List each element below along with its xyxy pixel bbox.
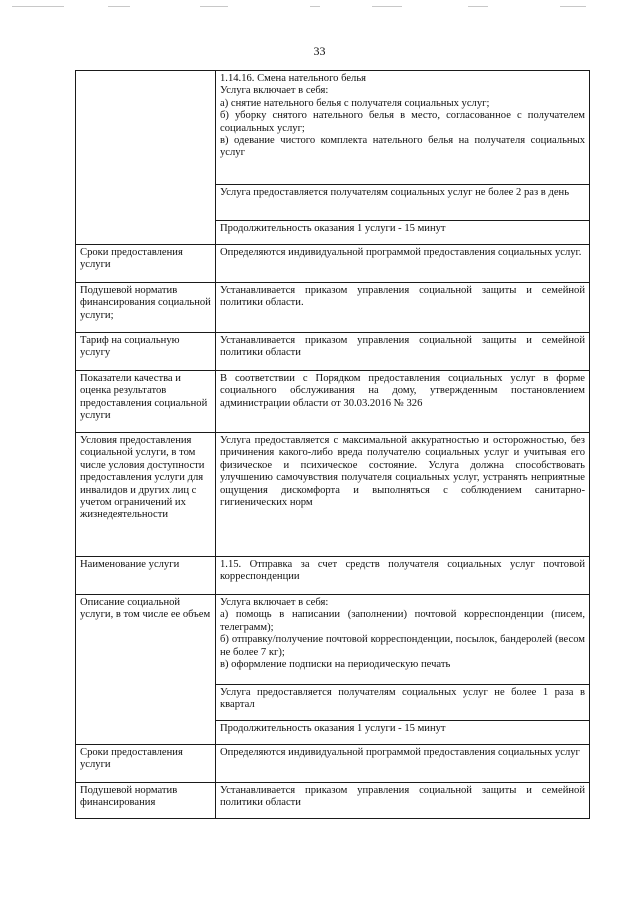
description-line: в) оформление подписки на периодическую печать [220, 659, 451, 671]
row-value: Определяются индивидуальной программой предоставления социальных услуг [216, 745, 590, 783]
row-label: Сроки предоставления услуги [76, 245, 216, 283]
row-value: Устанавливается приказом управления социальной защиты и семейной политики области [216, 783, 590, 819]
row-value: Определяются индивидуальной программой предоставления социальных услуг. [216, 245, 590, 283]
service-description-cell [216, 595, 590, 685]
table-row [76, 433, 590, 557]
row-label [76, 71, 216, 245]
scan-edge-marks [0, 6, 639, 10]
service-table [75, 70, 590, 819]
frequency-cell: Услуга предоставляется получателям социальных услуг не более 2 раз в день [216, 185, 590, 221]
row-value: Устанавливается приказом управления социальной защиты и семейной политики области [216, 333, 590, 371]
description-line: в) одевание чистого комплекта нательного белья на получателя социальных услуг [220, 135, 585, 159]
duration-cell: Продолжительность оказания 1 услуги - 15 минут [216, 721, 590, 745]
table-row [76, 595, 590, 685]
row-label: Подушевой норматив финансирования социальной услуги; [76, 283, 216, 333]
row-label: Показатели качества и оценка результатов предоставления социальной услуги [76, 371, 216, 433]
description-line: б) отправку/получение почтовой корреспонденции, посылок, бандеролей (весом не более 7 кг); [220, 634, 585, 658]
row-label: Тариф на социальную услугу [76, 333, 216, 371]
table-row [76, 783, 590, 819]
table-row [76, 333, 590, 371]
row-label: Подушевой норматив финансирования [76, 783, 216, 819]
table-row [76, 557, 590, 595]
service-description-cell [216, 71, 590, 185]
description-line: Услуга включает в себя: [220, 85, 329, 97]
service-title: 1.14.16. Смена нательного белья [220, 73, 367, 84]
row-label: Описание социальной услуги, в том числе ее объем [76, 595, 216, 745]
row-value: Устанавливается приказом управления социальной защиты и семейной политики области. [216, 283, 590, 333]
table-row [76, 283, 590, 333]
row-value: В соответствии с Порядком предоставления социальных услуг в форме социального обслуживания на дому, утвержденным постановлением администрации области от 30.03.2016 № 326 [216, 371, 590, 433]
description-line: а) помощь в написании (заполнении) почтовой корреспонденции (писем, телеграмм); [220, 609, 585, 633]
table-row [76, 745, 590, 783]
row-value: 1.15. Отправка за счет средств получателя социальных услуг почтовой корреспонденции [216, 557, 590, 595]
row-value: Услуга предоставляется с максимальной аккуратностью и осторожностью, без причинения какого-либо вреда получателю социальных услуг и учитывая его физическое и психическое состояние. Услуга должна способствовать улучшению самочувствия получателя социальных услуг, устранять неприятные ощущения дискомфорта и выполняться с соблюдением санитарно-гигиенических норм [216, 433, 590, 557]
table-row [76, 71, 590, 185]
description-line: б) уборку снятого нательного белья в место, согласованное с получателем социальных услуг; [220, 110, 585, 134]
page-number: 33 [313, 44, 326, 58]
table-row [76, 245, 590, 283]
table-row [76, 371, 590, 433]
description-line: а) снятие нательного белья с получателя социальных услуг; [220, 97, 490, 109]
duration-cell: Продолжительность оказания 1 услуги - 15 минут [216, 221, 590, 245]
frequency-cell: Услуга предоставляется получателям социальных услуг не более 1 раза в квартал [216, 685, 590, 721]
row-label: Наименование услуги [76, 557, 216, 595]
row-label: Сроки предоставления услуги [76, 745, 216, 783]
description-line: Услуга включает в себя: [220, 597, 329, 608]
row-label: Условия предоставления социальной услуги, в том числе условия доступности предоставления услуги для инвалидов и других лиц с учетом ограничений их жизнедеятельности [76, 433, 216, 557]
